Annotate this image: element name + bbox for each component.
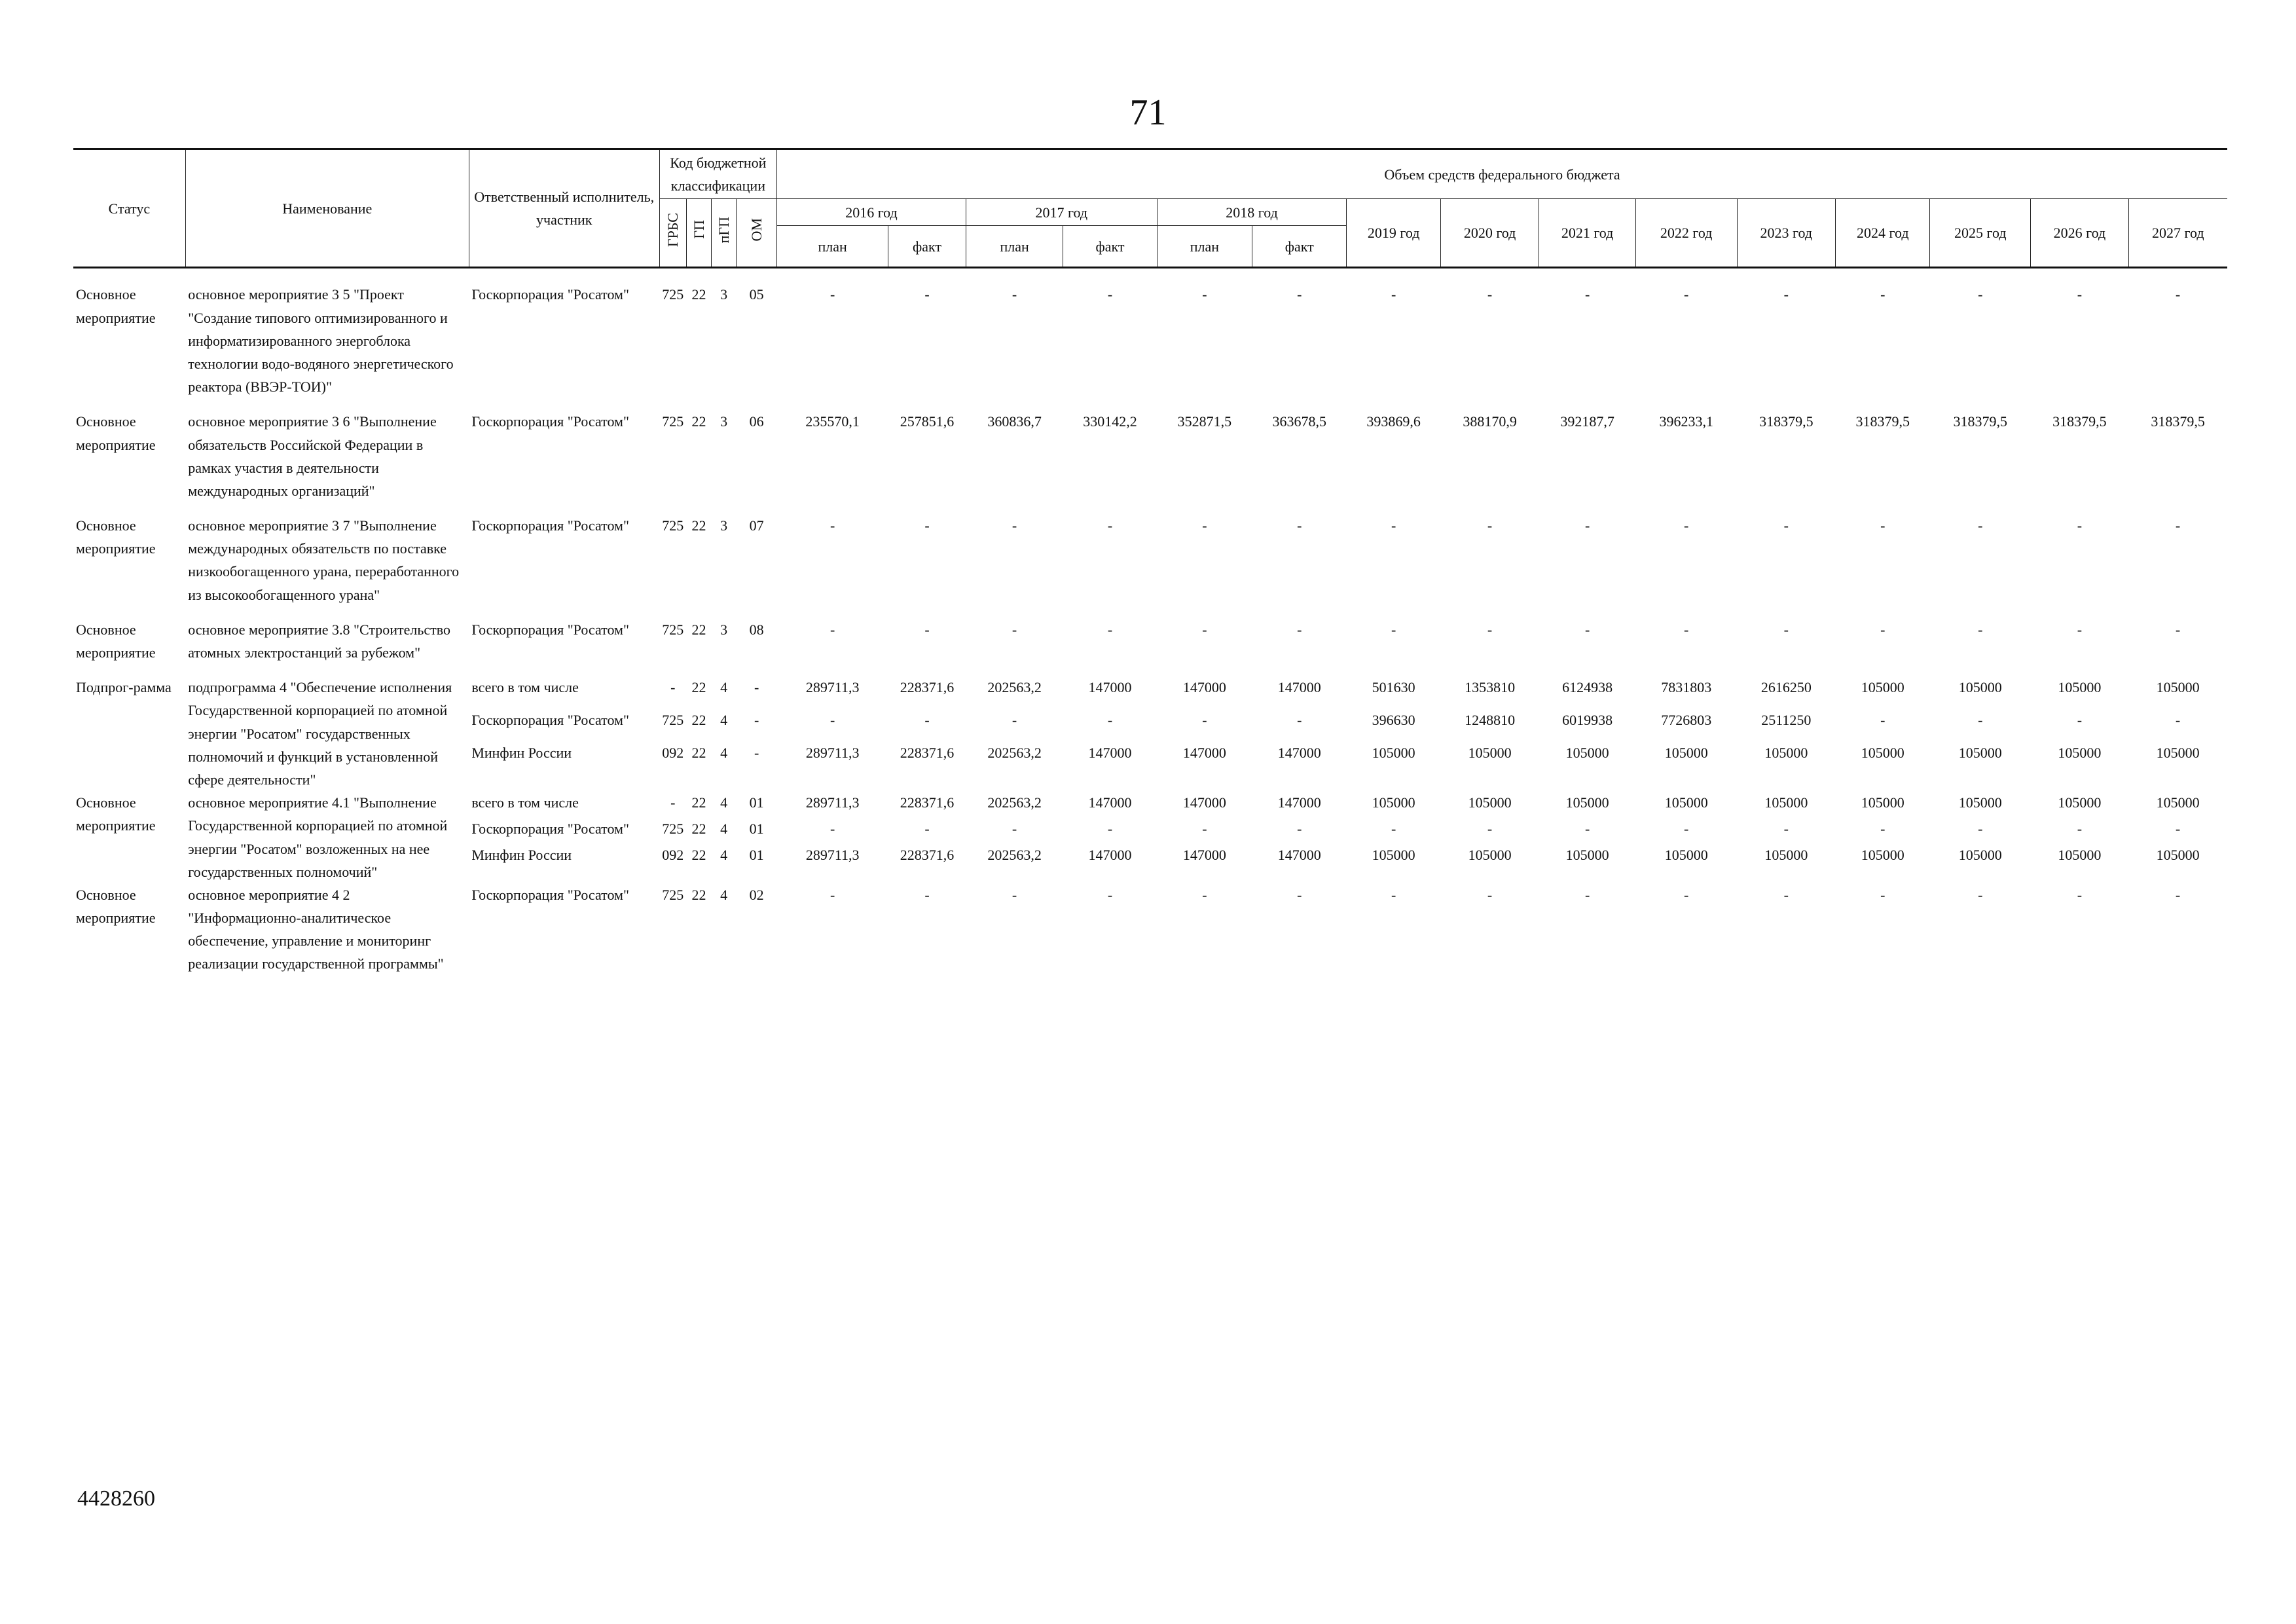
value-cell: - [1297,712,1302,729]
value-cell: 501630 [1372,679,1415,696]
code-pgp: 4 [720,794,728,811]
code-om: - [754,679,759,696]
value-cell: - [1107,886,1113,903]
row-name: основное мероприятие 3 5 "Проект "Создание типового оптимизированного и информатизированного энергоблока технологии водо-водяного энергетического реактора (ВВЭР-ТОИ)" [188,286,454,396]
table-row [73,676,2227,709]
code-pgp: 4 [720,679,728,696]
value-cell: - [1978,517,1983,534]
value-cell: - [1107,286,1113,303]
value-cell: 105000 [1958,679,2002,696]
value-cell: - [1202,286,1207,303]
table-row [73,410,2227,514]
value-cell: 147000 [1182,847,1226,864]
header-year-2023: 2023 год [1737,199,1836,268]
value-cell: 228371,6 [900,794,955,811]
value-cell: 105000 [1764,745,1808,762]
value-cell: 363678,5 [1272,413,1327,430]
value-cell: - [1584,886,1590,903]
value-cell: - [2175,621,2181,638]
code-om: 06 [749,413,764,430]
code-grbs: 725 [662,886,684,903]
code-pgp: 3 [720,517,728,534]
row-name: основное мероприятие 3 7 "Выполнение международных обязательств по поставке низкообогащенного урана, переработанного из высокообогащенного урана" [188,517,460,603]
value-cell: - [1880,517,1886,534]
code-grbs: 725 [662,413,684,430]
value-cell: 105000 [1565,847,1609,864]
code-om: - [754,712,759,729]
header-grbs: ГРБС [659,199,686,268]
value-cell: 105000 [1861,847,1904,864]
value-cell: 147000 [1182,679,1226,696]
row-executor: Госкорпорация "Росатом" [471,413,629,430]
value-cell: - [1584,286,1590,303]
header-volume: Объем средств федерального бюджета [777,149,2227,199]
value-cell: - [1107,712,1113,729]
value-cell: 393869,6 [1366,413,1421,430]
code-pgp: 4 [720,712,728,729]
value-cell: 318379,5 [2151,413,2205,430]
row-status: Основное мероприятие [76,517,156,557]
row-name: основное мероприятие 3.8 "Строительство атомных электростанций за рубежом" [188,621,450,661]
table-row [73,283,2227,410]
value-cell: 235570,1 [805,413,860,430]
value-cell: - [2175,886,2181,903]
value-cell: 105000 [1372,847,1415,864]
header-fact-2018: факт [1252,226,1347,268]
value-cell: - [924,517,930,534]
value-cell: - [830,821,835,838]
value-cell: - [1880,886,1886,903]
row-status: Основное мероприятие [76,886,156,927]
value-cell: - [1202,886,1207,903]
value-cell: - [1487,821,1493,838]
value-cell: - [1011,621,1017,638]
value-cell: - [924,886,930,903]
code-pgp: 3 [720,621,728,638]
code-om: - [754,745,759,762]
header-year-2017: 2017 год [966,199,1157,226]
value-cell: 105000 [1468,847,1512,864]
value-cell: 105000 [1565,794,1609,811]
row-executor: Госкорпорация "Росатом" [471,286,629,303]
value-cell: 105000 [2156,679,2200,696]
value-cell: - [2077,621,2083,638]
row-executor: всего в том числе [471,794,579,811]
header-year-2019: 2019 год [1347,199,1440,268]
header-name: Наименование [185,149,469,268]
value-cell: 105000 [2156,794,2200,811]
value-cell: - [1487,621,1493,638]
value-cell: 257851,6 [900,413,955,430]
value-cell: 228371,6 [900,745,955,762]
value-cell: 202563,2 [987,745,1042,762]
value-cell: - [2077,821,2083,838]
row-executor: Госкорпорация "Росатом" [471,517,629,534]
value-cell: 105000 [1958,745,2002,762]
value-cell: - [1487,886,1493,903]
value-cell: - [1297,886,1302,903]
value-cell: 147000 [1277,847,1321,864]
code-pgp: 4 [720,821,728,838]
value-cell: 318379,5 [1855,413,1910,430]
row-name: основное мероприятие 4.1 "Выполнение Государственной корпорацией по атомной энергии "Росатом" возложенных на нее государственных полномочий" [188,794,448,880]
value-cell: - [1880,286,1886,303]
code-grbs: 725 [662,517,684,534]
value-cell: - [1978,712,1983,729]
value-cell: 6124938 [1562,679,1613,696]
value-cell: - [2077,517,2083,534]
value-cell: - [2175,712,2181,729]
code-pgp: 3 [720,413,728,430]
header-plan-2018: план [1157,226,1252,268]
row-name: подпрограмма 4 "Обеспечение исполнения Государственной корпорацией по атомной энергии "Росатом" государственных полномочий и функций в установленной сфере деятельности" [188,679,452,788]
value-cell: - [1391,821,1396,838]
value-cell: - [2077,286,2083,303]
code-pgp: 4 [720,886,728,903]
value-cell: 392187,7 [1560,413,1614,430]
value-cell: - [1978,821,1983,838]
value-cell: - [2175,821,2181,838]
value-cell: 105000 [1764,794,1808,811]
value-cell: - [1107,821,1113,838]
value-cell: - [1783,621,1789,638]
value-cell: - [1487,517,1493,534]
header-status: Статус [73,149,185,268]
code-grbs: 092 [662,847,684,864]
code-grbs: 725 [662,286,684,303]
value-cell: 330142,2 [1083,413,1137,430]
value-cell: 289711,3 [805,847,860,864]
header-om: ОМ [737,199,777,268]
value-cell: - [830,886,835,903]
value-cell: 105000 [2058,847,2102,864]
value-cell: - [1391,886,1396,903]
value-cell: 105000 [1372,745,1415,762]
value-cell: - [1011,517,1017,534]
code-gp: 22 [691,621,706,638]
row-status: Основное мероприятие [76,794,156,834]
value-cell: - [1107,621,1113,638]
value-cell: - [1684,621,1689,638]
value-cell: 202563,2 [987,679,1042,696]
value-cell: - [1011,286,1017,303]
code-om: 07 [749,517,764,534]
header-fact-2016: факт [888,226,966,268]
code-grbs: 725 [662,821,684,838]
value-cell: 105000 [1664,794,1708,811]
code-pgp: 3 [720,286,728,303]
code-grbs: - [670,679,676,696]
value-cell: 105000 [2058,794,2102,811]
value-cell: 289711,3 [805,794,860,811]
header-gp: ГП [686,199,711,268]
code-grbs: 725 [662,712,684,729]
value-cell: 396630 [1372,712,1415,729]
code-gp: 22 [691,517,706,534]
value-cell: 105000 [1958,794,2002,811]
value-cell: - [1783,821,1789,838]
header-executor: Ответственный исполнитель, участник [469,149,659,268]
value-cell: - [1391,286,1396,303]
row-status: Основное мероприятие [76,413,156,453]
row-executor: Госкорпорация "Росатом" [471,621,629,638]
value-cell: - [1297,517,1302,534]
row-name: основное мероприятие 4 2 "Информационно-аналитическое обеспечение, управление и мониторинг реализации государственной программы" [188,886,444,972]
value-cell: 147000 [1088,679,1132,696]
value-cell: 289711,3 [805,679,860,696]
value-cell: - [1297,286,1302,303]
value-cell: - [1584,517,1590,534]
value-cell: 147000 [1277,679,1321,696]
table-row [73,791,2227,817]
value-cell: - [830,712,835,729]
value-cell: - [1684,517,1689,534]
value-cell: 318379,5 [1759,413,1813,430]
code-om: 05 [749,286,764,303]
row-executor: всего в том числе [471,679,579,696]
row-status: Подпрог-рамма [76,679,172,696]
value-cell: - [1297,621,1302,638]
value-cell: - [830,286,835,303]
value-cell: - [924,286,930,303]
value-cell: - [1011,886,1017,903]
value-cell: 105000 [1861,745,1904,762]
value-cell: 1248810 [1465,712,1516,729]
row-executor: Госкорпорация "Росатом" [471,712,629,729]
header-year-2021: 2021 год [1539,199,1635,268]
value-cell: 388170,9 [1463,413,1517,430]
table-row [73,618,2227,676]
row-name: основное мероприятие 3 6 "Выполнение обязательств Российской Федерации в рамках участия в деятельности международных организаций" [188,413,437,499]
value-cell: - [1202,712,1207,729]
value-cell: - [2175,517,2181,534]
row-executor: Госкорпорация "Росатом" [471,821,629,838]
value-cell: - [830,621,835,638]
value-cell: 7726803 [1661,712,1712,729]
value-cell: - [1783,517,1789,534]
budget-table [73,148,2227,987]
value-cell: - [1684,821,1689,838]
value-cell: - [924,821,930,838]
value-cell: 147000 [1182,794,1226,811]
code-gp: 22 [691,413,706,430]
value-cell: 147000 [1088,847,1132,864]
value-cell: - [1107,517,1113,534]
value-cell: 352871,5 [1177,413,1232,430]
value-cell: - [1880,712,1886,729]
value-cell: 147000 [1088,745,1132,762]
value-cell: - [1011,821,1017,838]
value-cell: 228371,6 [900,679,955,696]
code-gp: 22 [691,679,706,696]
value-cell: 147000 [1277,794,1321,811]
code-gp: 22 [691,794,706,811]
header-year-2022: 2022 год [1635,199,1737,268]
header-pgp: пГП [712,199,737,268]
row-executor: Госкорпорация "Росатом" [471,886,629,903]
value-cell: - [1978,886,1983,903]
value-cell: 147000 [1088,794,1132,811]
code-om: 08 [749,621,764,638]
value-cell: - [1391,517,1396,534]
value-cell: 105000 [2058,679,2102,696]
value-cell: - [830,517,835,534]
header-plan-2016: план [777,226,888,268]
page-number: 71 [1129,92,1167,133]
code-om: 01 [749,847,764,864]
table-body [73,268,2227,987]
value-cell: - [924,712,930,729]
value-cell: - [1584,821,1590,838]
value-cell: 105000 [1565,745,1609,762]
header-year-2025: 2025 год [1930,199,2031,268]
value-cell: - [924,621,930,638]
value-cell: 105000 [1958,847,2002,864]
value-cell: 1353810 [1465,679,1516,696]
value-cell: - [1783,286,1789,303]
value-cell: 289711,3 [805,745,860,762]
header-fact-2017: факт [1063,226,1157,268]
value-cell: 2511250 [1761,712,1812,729]
value-cell: - [1202,517,1207,534]
code-gp: 22 [691,847,706,864]
header-year-2024: 2024 год [1836,199,1930,268]
value-cell: - [2077,886,2083,903]
code-gp: 22 [691,745,706,762]
value-cell: 105000 [2058,745,2102,762]
value-cell: - [1978,621,1983,638]
value-cell: 6019938 [1562,712,1613,729]
value-cell: 318379,5 [1953,413,2008,430]
row-status: Основное мероприятие [76,621,156,661]
value-cell: 105000 [1861,794,1904,811]
code-grbs: 725 [662,621,684,638]
row-executor: Минфин России [471,745,572,762]
value-cell: 147000 [1277,745,1321,762]
code-grbs: 092 [662,745,684,762]
header-year-2027: 2027 год [2128,199,2227,268]
code-om: 01 [749,794,764,811]
value-cell: 360836,7 [987,413,1042,430]
table-row [73,883,2227,987]
value-cell: 105000 [1664,745,1708,762]
value-cell: 105000 [1468,745,1512,762]
value-cell: 147000 [1182,745,1226,762]
value-cell: - [1584,621,1590,638]
value-cell: 105000 [1468,794,1512,811]
document-id: 4428260 [77,1486,155,1511]
value-cell: - [1880,821,1886,838]
code-grbs: - [670,794,676,811]
header-year-2020: 2020 год [1440,199,1539,268]
value-cell: - [1011,712,1017,729]
header-budget-code: Код бюджетной классификации [659,149,776,199]
value-cell: - [1978,286,1983,303]
code-om: 02 [749,886,764,903]
code-gp: 22 [691,712,706,729]
value-cell: - [1202,821,1207,838]
value-cell: 202563,2 [987,794,1042,811]
value-cell: 318379,5 [2052,413,2107,430]
code-gp: 22 [691,821,706,838]
value-cell: 105000 [2156,847,2200,864]
table-spacer [73,268,2227,284]
value-cell: 105000 [2156,745,2200,762]
value-cell: - [1391,621,1396,638]
header-plan-2017: план [966,226,1063,268]
code-pgp: 4 [720,847,728,864]
code-gp: 22 [691,886,706,903]
row-executor: Минфин России [471,847,572,864]
value-cell: - [1783,886,1789,903]
value-cell: - [1297,821,1302,838]
value-cell: 105000 [1764,847,1808,864]
value-cell: 105000 [1664,847,1708,864]
value-cell: - [2175,286,2181,303]
value-cell: - [1487,286,1493,303]
value-cell: - [1880,621,1886,638]
value-cell: - [1684,886,1689,903]
code-om: 01 [749,821,764,838]
code-gp: 22 [691,286,706,303]
value-cell: 396233,1 [1659,413,1713,430]
value-cell: 7831803 [1661,679,1712,696]
value-cell: - [1684,286,1689,303]
value-cell: - [2077,712,2083,729]
row-status: Основное мероприятие [76,286,156,326]
code-pgp: 4 [720,745,728,762]
value-cell: 2616250 [1760,679,1812,696]
value-cell: 105000 [1372,794,1415,811]
table-row [73,514,2227,618]
value-cell: - [1202,621,1207,638]
header-year-2016: 2016 год [777,199,966,226]
value-cell: 228371,6 [900,847,955,864]
value-cell: 105000 [1861,679,1904,696]
header-year-2018: 2018 год [1157,199,1347,226]
value-cell: 202563,2 [987,847,1042,864]
header-year-2026: 2026 год [2031,199,2129,268]
